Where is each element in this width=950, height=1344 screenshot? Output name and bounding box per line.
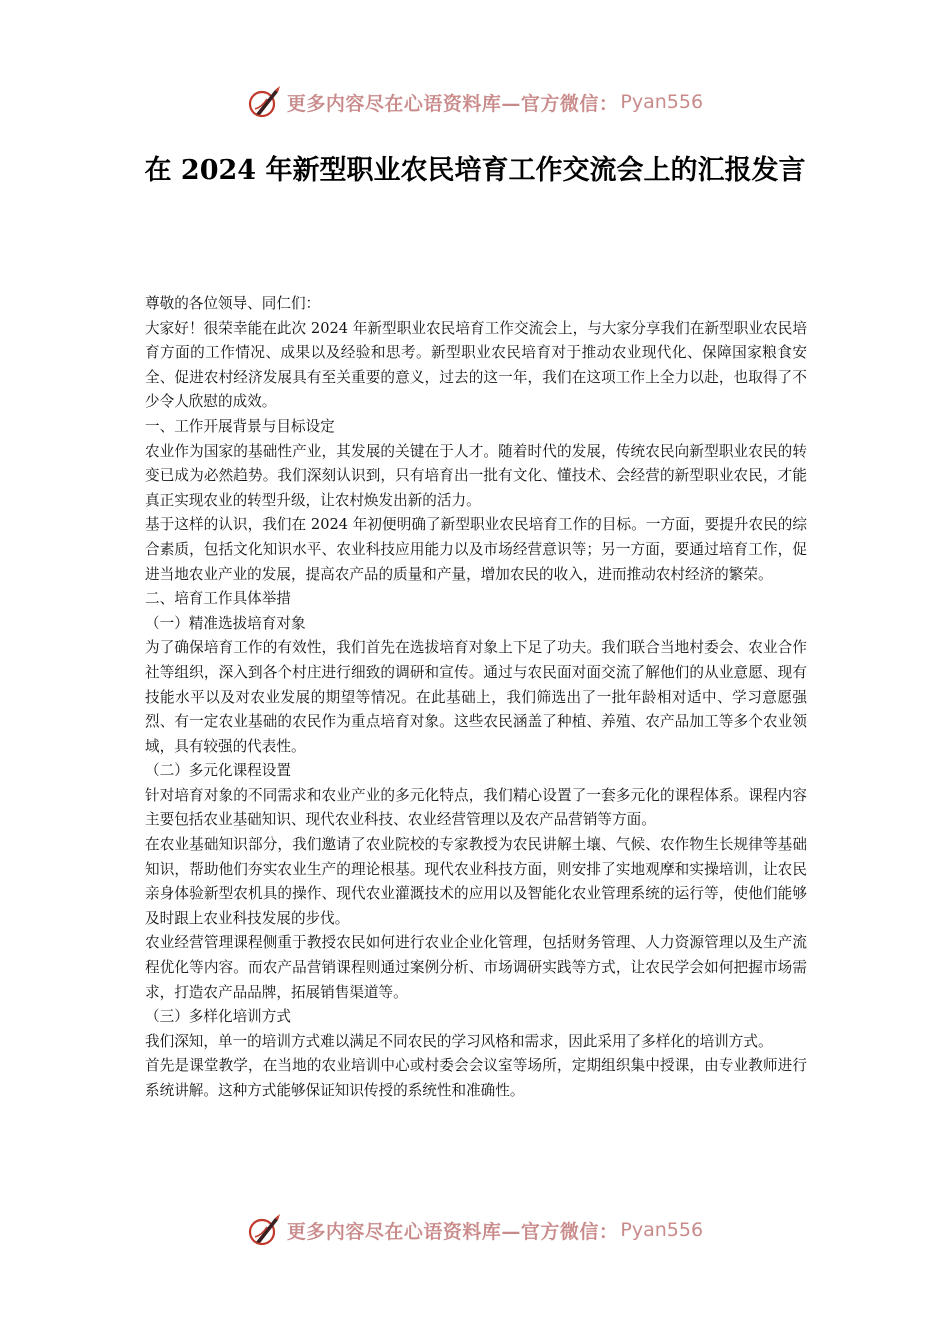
body-paragraph: 我们深知，单一的培训方式难以满足不同农民的学习风格和需求，因此采用了多样化的培训方式。	[145, 1032, 773, 1050]
document-title: 在 2024 年新型职业农民培育工作交流会上的汇报发言	[144, 155, 806, 186]
quill-pen-logo-icon	[247, 1212, 283, 1248]
document-body	[145, 292, 807, 1104]
subsection-heading: （一）精准选拔培育对象	[145, 614, 306, 632]
body-paragraph: 大家好！很荣幸能在此次 2024 年新型职业农民培育工作交流会上，与大家分享我们在新型职业农民培育方面的工作情况、成果以及经验和思考。新型职业农民培育对于推动农业现代化、保障国家粮食安全、促进农村经济发展具有至关重要的意义，过去的这一年，我们在这项工作上全力以赴，也取得了不少令人欣慰的成效。	[145, 319, 807, 411]
body-paragraph: 基于这样的认识，我们在 2024 年初便明确了新型职业农民培育工作的目标。一方面，要提升农民的综合素质，包括文化知识水平、农业科技应用能力以及市场经营意识等；另一方面，要通过培育工作，促进当地农业产业的发展，提高农产品的质量和产量，增加农民的收入，进而推动农村经济的繁荣。	[145, 516, 807, 583]
body-paragraph: 在农业基础知识部分，我们邀请了农业院校的专家教授为农民讲解土壤、气候、农作物生长规律等基础知识，帮助他们夯实农业生产的理论根基。现代农业科技方面，则安排了实地观摩和实操培训，让农民亲身体验新型农机具的操作、现代农业灌溉技术的应用以及智能化农业管理系统的运行等，使他们能够及时跟上农业科技发展的步伐。	[145, 836, 807, 927]
banner-wechat-id: Pyan556	[620, 1219, 704, 1241]
banner-text: 更多内容尽在心语资料库—官方微信：	[286, 92, 619, 115]
body-paragraph: 首先是课堂教学，在当地的农业培训中心或村委会会议室等场所，定期组织集中授课，由专业教师进行系统讲解。这种方式能够保证知识传授的系统性和准确性。	[145, 1057, 807, 1099]
body-paragraph: 针对培育对象的不同需求和农业产业的多元化特点，我们精心设置了一套多元化的课程体系。课程内容主要包括农业基础知识、现代农业科技、农业经营管理以及农产品营销等方面。	[145, 786, 807, 829]
salutation: 尊敬的各位领导、同仁们：	[145, 295, 321, 312]
section-heading: 二、培育工作具体举措	[145, 590, 291, 608]
banner-wechat-id: Pyan556	[620, 91, 704, 113]
footer-banner	[0, 1210, 950, 1250]
header-banner	[0, 82, 950, 122]
section-heading: 一、工作开展背景与目标设定	[145, 417, 335, 435]
body-paragraph: 为了确保培育工作的有效性，我们首先在选拔培育对象上下足了功夫。我们联合当地村委会、农业合作社等组织，深入到各个村庄进行细致的调研和宣传。通过与农民面对面交流了解他们的从业意愿、现有技能水平以及对农业发展的期望等情况。在此基础上，我们筛选出了一批年龄相对适中、学习意愿强烈、有一定农业基础的农民作为重点培育对象。这些农民涵盖了种植、养殖、农产品加工等多个农业领域，具有较强的代表性。	[145, 639, 807, 755]
subsection-heading: （三）多样化培训方式	[145, 1008, 291, 1026]
body-paragraph: 农业作为国家的基础性产业，其发展的关键在于人才。随着时代的发展，传统农民向新型职业农民的转变已成为必然趋势。我们深刻认识到，只有培育出一批有文化、懂技术、会经营的新型职业农民，才能真正实现农业的转型升级，让农村焕发出新的活力。	[145, 442, 807, 509]
quill-pen-logo-icon	[247, 84, 283, 120]
subsection-heading: （二）多元化课程设置	[145, 762, 291, 780]
body-paragraph: 农业经营管理课程侧重于教授农民如何进行农业企业化管理，包括财务管理、人力资源管理以及生产流程优化等内容。而农产品营销课程则通过案例分析、市场调研实践等方式，让农民学会如何把握市场需求，打造农产品品牌，拓展销售渠道等。	[145, 934, 807, 1001]
banner-text: 更多内容尽在心语资料库—官方微信：	[286, 1220, 619, 1243]
